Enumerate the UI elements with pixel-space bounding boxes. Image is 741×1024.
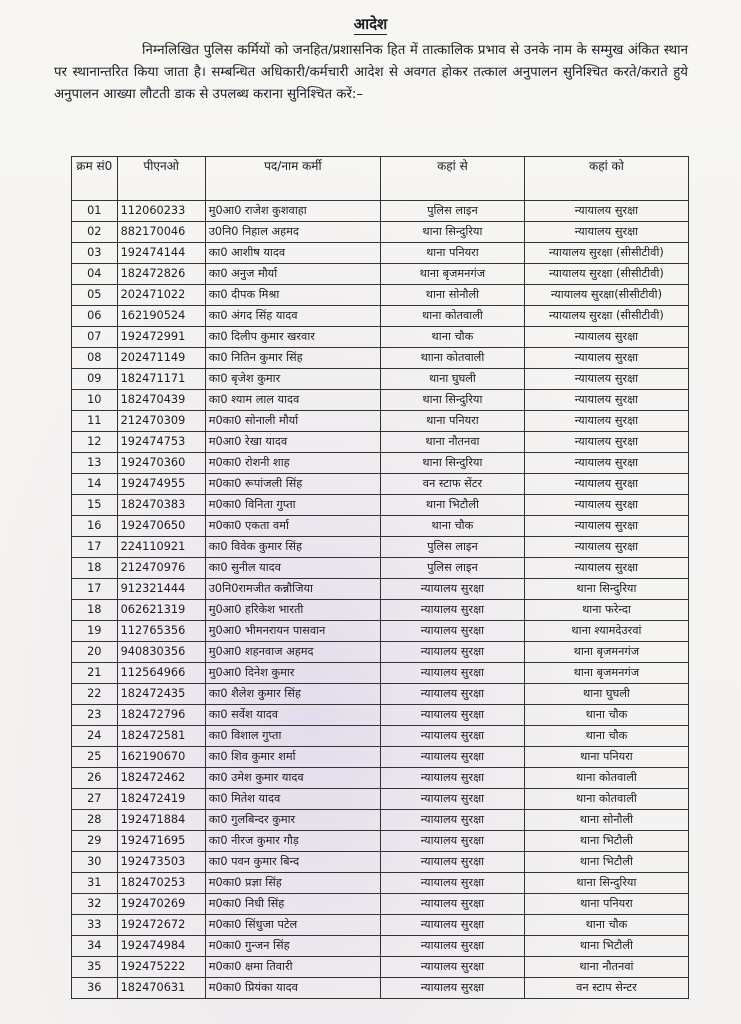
cell-name: म0का0 निधी सिंह <box>205 894 380 915</box>
cell-from: न्यायालय सुरक्षा <box>380 852 524 873</box>
cell-name: म0का0 विनिता गुप्ता <box>205 495 380 516</box>
cell-to: न्यायालय सुरक्षा <box>524 390 688 411</box>
order-heading <box>0 14 741 34</box>
cell-pno: 202471022 <box>117 285 205 306</box>
cell-name: का0 श्याम लाल यादव <box>205 390 380 411</box>
cell-to: न्यायालय सुरक्षा <box>524 201 688 222</box>
table-row <box>72 936 689 957</box>
cell-name: उ0नि0 निहाल अहमद <box>205 222 380 243</box>
cell-from: पुलिस लाइन <box>380 201 524 222</box>
cell-serial-number: 31 <box>72 873 118 894</box>
cell-pno: 182472581 <box>117 726 205 747</box>
table-row <box>72 390 689 411</box>
cell-to: न्यायालय सुरक्षा (सीसीटीवी) <box>524 264 688 285</box>
cell-pno: 192472991 <box>117 327 205 348</box>
cell-pno: 182470383 <box>117 495 205 516</box>
cell-from: न्यायालय सुरक्षा <box>380 831 524 852</box>
cell-pno: 224110921 <box>117 537 205 558</box>
table-row <box>72 957 689 978</box>
cell-from: न्यायालय सुरक्षा <box>380 936 524 957</box>
cell-to: न्यायालय सुरक्षा <box>524 348 688 369</box>
cell-name: का0 अनुज मौर्या <box>205 264 380 285</box>
cell-serial-number: 17 <box>72 579 118 600</box>
cell-from: थाना घुघली <box>380 369 524 390</box>
cell-serial-number: 03 <box>72 243 118 264</box>
cell-pno: 940830356 <box>117 642 205 663</box>
cell-from: थाना चौक <box>380 516 524 537</box>
table-row <box>72 789 689 810</box>
cell-pno: 162190670 <box>117 747 205 768</box>
cell-pno: 182472826 <box>117 264 205 285</box>
header-name: पद/नाम कर्मी <box>205 157 380 201</box>
cell-pno: 112564966 <box>117 663 205 684</box>
cell-to: थाना पनियरा <box>524 747 688 768</box>
table-row <box>72 327 689 348</box>
cell-name: का0 मितेश यादव <box>205 789 380 810</box>
cell-pno: 192473503 <box>117 852 205 873</box>
cell-name: का0 सर्वेश यादव <box>205 705 380 726</box>
order-paragraph: निम्नलिखित पुलिस कर्मियों को जनहित/प्रशासनिक हित में तात्कालिक प्रभाव से उनके नाम के सम्मुख अंकित स्थान पर स्थानान्तरित किया जाता है। सम्बन्धित अधिकारी/कर्मचारी आदेश से अवगत होकर तत्काल अनुपालन सुनिश्चित करते/कराते हुये अनुपालन आख्या लौटती डाक से उपलब्ध कराना सुनिश्चित करें:– <box>54 43 688 102</box>
cell-to: न्यायालय सुरक्षा <box>524 537 688 558</box>
cell-to: थाना भिटौली <box>524 852 688 873</box>
cell-pno: 112060233 <box>117 201 205 222</box>
cell-serial-number: 22 <box>72 684 118 705</box>
table-row <box>72 495 689 516</box>
header-pno: पीएनओ <box>117 157 205 201</box>
table-row <box>72 453 689 474</box>
cell-to: थाना घुघली <box>524 684 688 705</box>
table-row <box>72 243 689 264</box>
cell-serial-number: 09 <box>72 369 118 390</box>
table-row <box>72 600 689 621</box>
header-row <box>72 157 689 201</box>
cell-to: थाना फरेन्दा <box>524 600 688 621</box>
cell-name: का0 सुनील यादव <box>205 558 380 579</box>
cell-pno: 162190524 <box>117 306 205 327</box>
cell-from: न्यायालय सुरक्षा <box>380 978 524 999</box>
cell-serial-number: 36 <box>72 978 118 999</box>
cell-name: उ0नि0रामजीत कन्नौजिया <box>205 579 380 600</box>
cell-name: का0 उमेश कुमार यादव <box>205 768 380 789</box>
cell-name: म0का0 रोशनी शाह <box>205 453 380 474</box>
cell-pno: 202471149 <box>117 348 205 369</box>
cell-pno: 062621319 <box>117 600 205 621</box>
table-row <box>72 264 689 285</box>
table-row <box>72 915 689 936</box>
cell-to: न्यायालय सुरक्षा <box>524 411 688 432</box>
cell-to: थाना बृजमनगंज <box>524 642 688 663</box>
table-row <box>72 621 689 642</box>
cell-from: न्यायालय सुरक्षा <box>380 768 524 789</box>
header-serial-number: क्रम सं0 <box>72 157 118 201</box>
cell-serial-number: 29 <box>72 831 118 852</box>
cell-from: पुलिस लाइन <box>380 537 524 558</box>
table-row <box>72 579 689 600</box>
cell-pno: 192474144 <box>117 243 205 264</box>
cell-from: न्यायालय सुरक्षा <box>380 621 524 642</box>
cell-pno: 182470631 <box>117 978 205 999</box>
header-from: कहां से <box>380 157 524 201</box>
cell-name: म0का0 रूपांजली सिंह <box>205 474 380 495</box>
cell-to: न्यायालय सुरक्षा <box>524 453 688 474</box>
cell-name: का0 पवन कुमार बिन्द <box>205 852 380 873</box>
cell-name: म0का0 प्रज्ञा सिंह <box>205 873 380 894</box>
cell-from: न्यायालय सुरक्षा <box>380 915 524 936</box>
cell-name: का0 अंगद सिंह यादव <box>205 306 380 327</box>
cell-name: मु0आ0 दिनेश कुमार <box>205 663 380 684</box>
cell-pno: 882170046 <box>117 222 205 243</box>
cell-serial-number: 30 <box>72 852 118 873</box>
cell-serial-number: 24 <box>72 726 118 747</box>
table-row <box>72 432 689 453</box>
cell-to: न्यायालय सुरक्षा (सीसीटीवी) <box>524 306 688 327</box>
cell-from: थाना नौतनवा <box>380 432 524 453</box>
cell-from: थाना चौक <box>380 327 524 348</box>
cell-name: म0का0 सिंधुजा पटेल <box>205 915 380 936</box>
cell-pno: 192471695 <box>117 831 205 852</box>
cell-to: थाना बृजमनगंज <box>524 663 688 684</box>
cell-serial-number: 19 <box>72 621 118 642</box>
table-row <box>72 873 689 894</box>
table-row <box>72 537 689 558</box>
cell-name: का0 बृजेश कुमार <box>205 369 380 390</box>
cell-from: न्यायालय सुरक्षा <box>380 957 524 978</box>
cell-name: मु0आ0 शहनवाज अहमद <box>205 642 380 663</box>
cell-from: न्यायालय सुरक्षा <box>380 726 524 747</box>
cell-serial-number: 02 <box>72 222 118 243</box>
cell-serial-number: 18 <box>72 558 118 579</box>
cell-to: थाना कोतवाली <box>524 768 688 789</box>
cell-serial-number: 13 <box>72 453 118 474</box>
cell-pno: 112765356 <box>117 621 205 642</box>
cell-from: न्यायालय सुरक्षा <box>380 684 524 705</box>
cell-pno: 182471171 <box>117 369 205 390</box>
cell-name: म0का0 सोनाली मौर्या <box>205 411 380 432</box>
cell-to: थाना सिन्दुरिया <box>524 873 688 894</box>
cell-name: म0आ0 रेखा यादव <box>205 432 380 453</box>
cell-serial-number: 20 <box>72 642 118 663</box>
cell-pno: 182472419 <box>117 789 205 810</box>
cell-to: वन स्टाप सेन्टर <box>524 978 688 999</box>
cell-serial-number: 23 <box>72 705 118 726</box>
cell-to: थाना चौक <box>524 915 688 936</box>
cell-from: न्यायालय सुरक्षा <box>380 600 524 621</box>
cell-from: थाना कोतवाली <box>380 306 524 327</box>
cell-pno: 212470309 <box>117 411 205 432</box>
cell-name: का0 नितिन कुमार सिंह <box>205 348 380 369</box>
cell-serial-number: 32 <box>72 894 118 915</box>
table-header <box>72 157 689 201</box>
cell-name: म0का0 एकता वर्मा <box>205 516 380 537</box>
cell-pno: 182470439 <box>117 390 205 411</box>
cell-from: न्यायालय सुरक्षा <box>380 642 524 663</box>
cell-from: न्यायालय सुरक्षा <box>380 810 524 831</box>
table-row <box>72 369 689 390</box>
cell-pno: 192470360 <box>117 453 205 474</box>
cell-from: थाना पनियरा <box>380 411 524 432</box>
cell-serial-number: 06 <box>72 306 118 327</box>
order-heading-text: आदेश <box>353 15 388 33</box>
cell-from: थााना कोतवाली <box>380 348 524 369</box>
cell-pno: 192475222 <box>117 957 205 978</box>
cell-serial-number: 21 <box>72 663 118 684</box>
table-row <box>72 894 689 915</box>
cell-from: न्यायालय सुरक्षा <box>380 705 524 726</box>
cell-serial-number: 27 <box>72 789 118 810</box>
cell-serial-number: 25 <box>72 747 118 768</box>
table-row <box>72 705 689 726</box>
cell-to: न्यायालय सुरक्षा <box>524 222 688 243</box>
transfer-table <box>71 156 689 999</box>
table-row <box>72 852 689 873</box>
cell-from: थाना पनियरा <box>380 243 524 264</box>
cell-from: न्यायालय सुरक्षा <box>380 789 524 810</box>
cell-from: थाना सिन्दुरिया <box>380 222 524 243</box>
table-row <box>72 411 689 432</box>
cell-to: थाना भिटौली <box>524 936 688 957</box>
cell-name: का0 दिलीप कुमार खरवार <box>205 327 380 348</box>
cell-to: न्यायालय सुरक्षा <box>524 327 688 348</box>
cell-serial-number: 15 <box>72 495 118 516</box>
cell-name: का0 दीपक मिश्रा <box>205 285 380 306</box>
cell-pno: 192474955 <box>117 474 205 495</box>
cell-serial-number: 01 <box>72 201 118 222</box>
cell-pno: 192471884 <box>117 810 205 831</box>
cell-serial-number: 16 <box>72 516 118 537</box>
cell-serial-number: 04 <box>72 264 118 285</box>
table-row <box>72 684 689 705</box>
cell-from: थाना भिटौली <box>380 495 524 516</box>
cell-pno: 192474753 <box>117 432 205 453</box>
table-row <box>72 348 689 369</box>
cell-from: न्यायालय सुरक्षा <box>380 663 524 684</box>
cell-pno: 182472796 <box>117 705 205 726</box>
table-row <box>72 474 689 495</box>
cell-serial-number: 12 <box>72 432 118 453</box>
cell-to: थाना नौतनवां <box>524 957 688 978</box>
cell-serial-number: 10 <box>72 390 118 411</box>
cell-to: थाना सिन्दुरिया <box>524 579 688 600</box>
cell-pno: 192470269 <box>117 894 205 915</box>
table-row <box>72 306 689 327</box>
cell-pno: 182472462 <box>117 768 205 789</box>
cell-to: थाना कोतवाली <box>524 789 688 810</box>
cell-serial-number: 18 <box>72 600 118 621</box>
table-row <box>72 222 689 243</box>
cell-serial-number: 34 <box>72 936 118 957</box>
cell-name: म0का0 गुन्जन सिंह <box>205 936 380 957</box>
table-row <box>72 285 689 306</box>
cell-to: न्यायालय सुरक्षा <box>524 474 688 495</box>
cell-from: न्यायालय सुरक्षा <box>380 873 524 894</box>
header-to: कहां को <box>524 157 688 201</box>
cell-to: थाना भिटौली <box>524 831 688 852</box>
cell-pno: 192470650 <box>117 516 205 537</box>
cell-name: मु0आ0 हरिकेश भारती <box>205 600 380 621</box>
cell-to: न्यायालय सुरक्षा <box>524 369 688 390</box>
cell-pno: 182470253 <box>117 873 205 894</box>
cell-serial-number: 07 <box>72 327 118 348</box>
cell-to: थाना चौक <box>524 705 688 726</box>
cell-from: थाना सिन्दुरिया <box>380 453 524 474</box>
cell-to: न्यायालय सुरक्षा <box>524 516 688 537</box>
table-row <box>72 642 689 663</box>
cell-serial-number: 28 <box>72 810 118 831</box>
table-row <box>72 810 689 831</box>
cell-serial-number: 33 <box>72 915 118 936</box>
cell-serial-number: 17 <box>72 537 118 558</box>
cell-name: का0 नीरज कुमार गौड़ <box>205 831 380 852</box>
table-row <box>72 768 689 789</box>
cell-from: न्यायालय सुरक्षा <box>380 894 524 915</box>
cell-to: थाना पनियरा <box>524 894 688 915</box>
cell-to: न्यायालय सुरक्षा <box>524 495 688 516</box>
cell-serial-number: 08 <box>72 348 118 369</box>
cell-name: मु0आ0 भीमनरायन पासवान <box>205 621 380 642</box>
cell-pno: 182472435 <box>117 684 205 705</box>
cell-serial-number: 11 <box>72 411 118 432</box>
cell-to: न्यायालय सुरक्षा <box>524 432 688 453</box>
cell-name: म0का0 प्रियंका यादव <box>205 978 380 999</box>
cell-name: म0का0 क्षमा तिवारी <box>205 957 380 978</box>
table-row <box>72 663 689 684</box>
table-row <box>72 726 689 747</box>
table-row <box>72 747 689 768</box>
cell-from: वन स्टाफ सेंटर <box>380 474 524 495</box>
cell-name: का0 विशाल गुप्ता <box>205 726 380 747</box>
cell-name: का0 शिव कुमार शर्मा <box>205 747 380 768</box>
cell-serial-number: 35 <box>72 957 118 978</box>
cell-serial-number: 14 <box>72 474 118 495</box>
table-row <box>72 516 689 537</box>
cell-pno: 192474984 <box>117 936 205 957</box>
cell-pno: 212470976 <box>117 558 205 579</box>
cell-serial-number: 05 <box>72 285 118 306</box>
table-row <box>72 558 689 579</box>
cell-from: न्यायालय सुरक्षा <box>380 747 524 768</box>
cell-to: न्यायालय सुरक्षा(सीसीटीवी) <box>524 285 688 306</box>
table-body <box>72 201 689 999</box>
cell-from: थाना सिन्दुरिया <box>380 390 524 411</box>
cell-name: का0 विवेक कुमार सिंह <box>205 537 380 558</box>
table-row <box>72 831 689 852</box>
cell-to: न्यायालय सुरक्षा (सीसीटीवी) <box>524 243 688 264</box>
cell-from: न्यायालय सुरक्षा <box>380 579 524 600</box>
cell-pno: 192472672 <box>117 915 205 936</box>
cell-from: पुलिस लाइन <box>380 558 524 579</box>
table-row <box>72 978 689 999</box>
cell-to: थाना चौक <box>524 726 688 747</box>
cell-name: का0 आशीष यादव <box>205 243 380 264</box>
cell-from: थाना सोनौली <box>380 285 524 306</box>
cell-to: थाना सोनौली <box>524 810 688 831</box>
cell-name: का0 गुलबिन्दर कुमार <box>205 810 380 831</box>
cell-to: थाना श्यामदेउरवां <box>524 621 688 642</box>
cell-from: थाना बृजमनगंज <box>380 264 524 285</box>
cell-pno: 912321444 <box>117 579 205 600</box>
cell-to: न्यायालय सुरक्षा <box>524 558 688 579</box>
table-row <box>72 201 689 222</box>
cell-serial-number: 26 <box>72 768 118 789</box>
cell-name: मु0आ0 राजेश कुशवाहा <box>205 201 380 222</box>
cell-name: का0 शैलेश कुमार सिंह <box>205 684 380 705</box>
